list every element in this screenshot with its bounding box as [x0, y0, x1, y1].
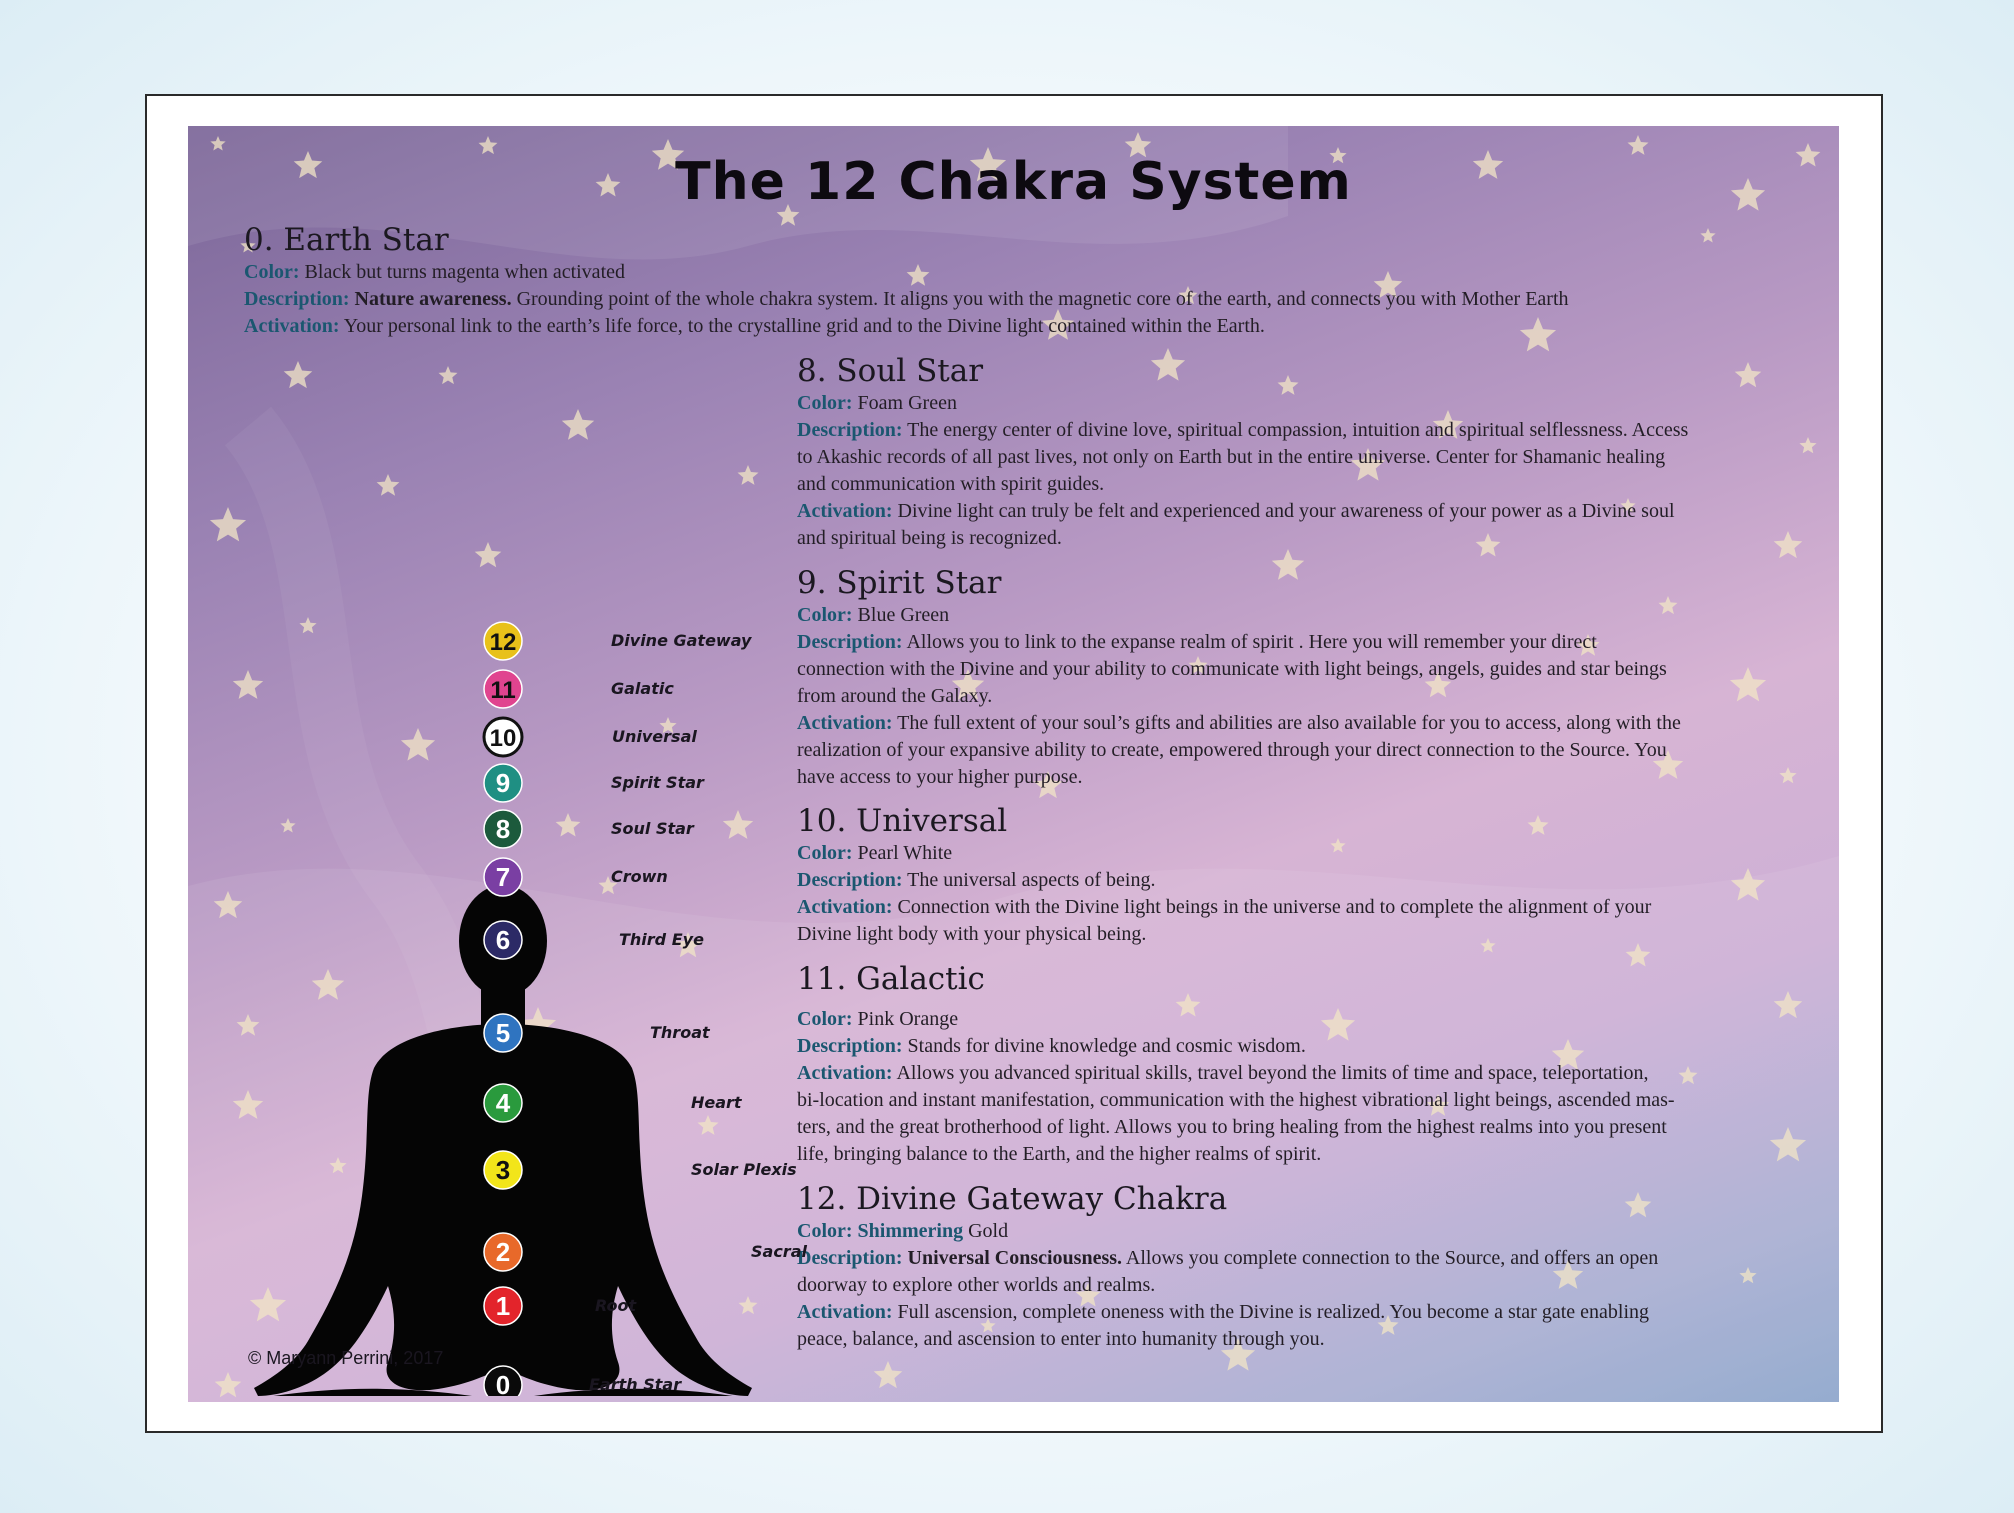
description-line: Description: The universal aspects of being.	[797, 869, 1156, 891]
activation-line: ters, and the great brotherhood of light. Allows you to bring healing from the highest realms into you present	[797, 1116, 1667, 1138]
activation-line: Divine light body with your physical being.	[797, 923, 1147, 945]
chakra-label-2: Sacral	[751, 1242, 807, 1261]
activation-line: peace, balance, and ascension to enter into humanity through you.	[797, 1328, 1325, 1350]
chakra-number-3: 3	[495, 1155, 511, 1185]
star-decoration	[562, 409, 594, 440]
chakra-label-1: Root	[595, 1296, 637, 1315]
section-divine-gateway	[797, 1182, 1837, 1353]
color-line: Color: Pink Orange	[797, 1008, 959, 1030]
page-title: The 12 Chakra System	[675, 152, 1352, 212]
chakra-number-5: 5	[495, 1018, 511, 1048]
description-line: doorway to explore other worlds and realms.	[797, 1274, 1156, 1296]
activation-line: Activation: Your personal link to the earth’s life force, to the crystalline grid and to the Divine light contained within the Earth.	[244, 315, 1265, 337]
color-line: Color: Shimmering Gold	[797, 1220, 1009, 1242]
chakra-label-12: Divine Gateway	[611, 631, 752, 650]
chakra-number-11: 11	[490, 677, 516, 704]
description-line: Description: Allows you to link to the expanse realm of spirit . Here you will remember your direct	[797, 631, 1597, 653]
star-decoration	[738, 465, 759, 485]
activation-line: Activation: Allows you advanced spiritual skills, travel beyond the limits of time and space, teleportation,	[797, 1062, 1649, 1084]
section-spirit-star	[797, 566, 1837, 791]
chakra-number-12: 12	[489, 629, 517, 656]
copyright-text: © Maryann Perrini, 2017	[248, 1348, 444, 1368]
color-line: Color: Black but turns magenta when activated	[244, 261, 625, 283]
chakra-label-5: Throat	[650, 1023, 710, 1042]
description-line: from around the Galaxy.	[797, 685, 993, 707]
chakra-label-3: Solar Plexis	[691, 1160, 797, 1179]
activation-line: Activation: Connection with the Divine light beings in the universe and to complete the alignment of your	[797, 896, 1652, 918]
chakra-number-7: 7	[495, 862, 511, 892]
activation-line: and spiritual being is recognized.	[797, 527, 1062, 549]
chakra-number-0: 0	[495, 1370, 511, 1396]
section-soul-star	[797, 354, 1837, 552]
chakra-label-8: Soul Star	[611, 819, 694, 838]
section-heading: 10. Universal	[797, 803, 1008, 839]
section-universal	[797, 804, 1837, 948]
activation-line: Activation: Divine light can truly be felt and experienced and your awareness of your power as a Divine soul	[797, 500, 1675, 522]
activation-line: realization of your expansive ability to create, empowered through your direct connection to the Source. You	[797, 739, 1667, 761]
star-decoration	[284, 361, 313, 388]
activation-line: bi-location and instant manifestation, communication with the highest vibrational light beings, ascended mas-	[797, 1089, 1675, 1111]
chakra-number-4: 4	[495, 1088, 511, 1118]
color-line: Color: Blue Green	[797, 604, 950, 626]
chakra-number-2: 2	[495, 1237, 511, 1267]
section-heading: 11. Galactic	[797, 961, 985, 997]
activation-line: Activation: Full ascension, complete oneness with the Divine is realized. You become a star gate enabling	[797, 1301, 1650, 1323]
section-heading: 12. Divine Gateway Chakra	[797, 1181, 1228, 1217]
chakra-number-1: 1	[495, 1291, 511, 1321]
chakra-label-4: Heart	[691, 1093, 742, 1112]
description-line: connection with the Divine and your ability to communicate with light beings, angels, guides and star beings	[797, 658, 1667, 680]
description-line: and communication with spirit guides.	[797, 473, 1105, 495]
section-earth-star	[244, 223, 1804, 340]
chakra-poster	[188, 126, 1839, 1402]
color-line: Color: Foam Green	[797, 392, 957, 414]
star-decoration	[439, 366, 458, 384]
section-heading: 8. Soul Star	[797, 353, 984, 389]
chakra-label-10: Universal	[612, 727, 697, 746]
chakra-label-11: Galatic	[611, 679, 674, 698]
chakra-number-10: 10	[489, 725, 517, 752]
star-decoration	[377, 474, 400, 496]
activation-line: Activation: The full extent of your soul’s gifts and abilities are also available for you to access, along with the	[797, 712, 1681, 734]
description-line: Description: Universal Consciousness. Allows you complete connection to the Source, and offers an open	[797, 1247, 1659, 1269]
activation-line: have access to your higher purpose.	[797, 766, 1083, 788]
description-line: Description: The energy center of divine love, spiritual compassion, intuition and spiritual selflessness. Access	[797, 419, 1689, 441]
description-line: to Akashic records of all past lives, not only on Earth but in the entire universe. Center for Shamanic healing	[797, 446, 1666, 468]
section-galactic	[797, 962, 1837, 1168]
chakra-number-8: 8	[495, 814, 511, 844]
description-line: Description: Stands for divine knowledge and cosmic wisdom.	[797, 1035, 1306, 1057]
chakra-number-6: 6	[495, 925, 511, 955]
description-line: Description: Nature awareness. Grounding point of the whole chakra system. It aligns you with the magnetic core of the earth, and connects you with Mother Earth	[244, 288, 1569, 310]
chakra-number-9: 9	[495, 768, 511, 798]
section-heading: 9. Spirit Star	[797, 565, 1002, 601]
chakra-label-9: Spirit Star	[611, 773, 704, 792]
activation-line: life, bringing balance to the Earth, and the higher realms of spirit.	[797, 1143, 1322, 1165]
color-line: Color: Pearl White	[797, 842, 953, 864]
section-heading: 0. Earth Star	[244, 222, 449, 258]
chakra-label-0: Earth Star	[589, 1375, 682, 1394]
chakra-label-7: Crown	[611, 867, 668, 886]
chakra-label-6: Third Eye	[619, 930, 704, 949]
